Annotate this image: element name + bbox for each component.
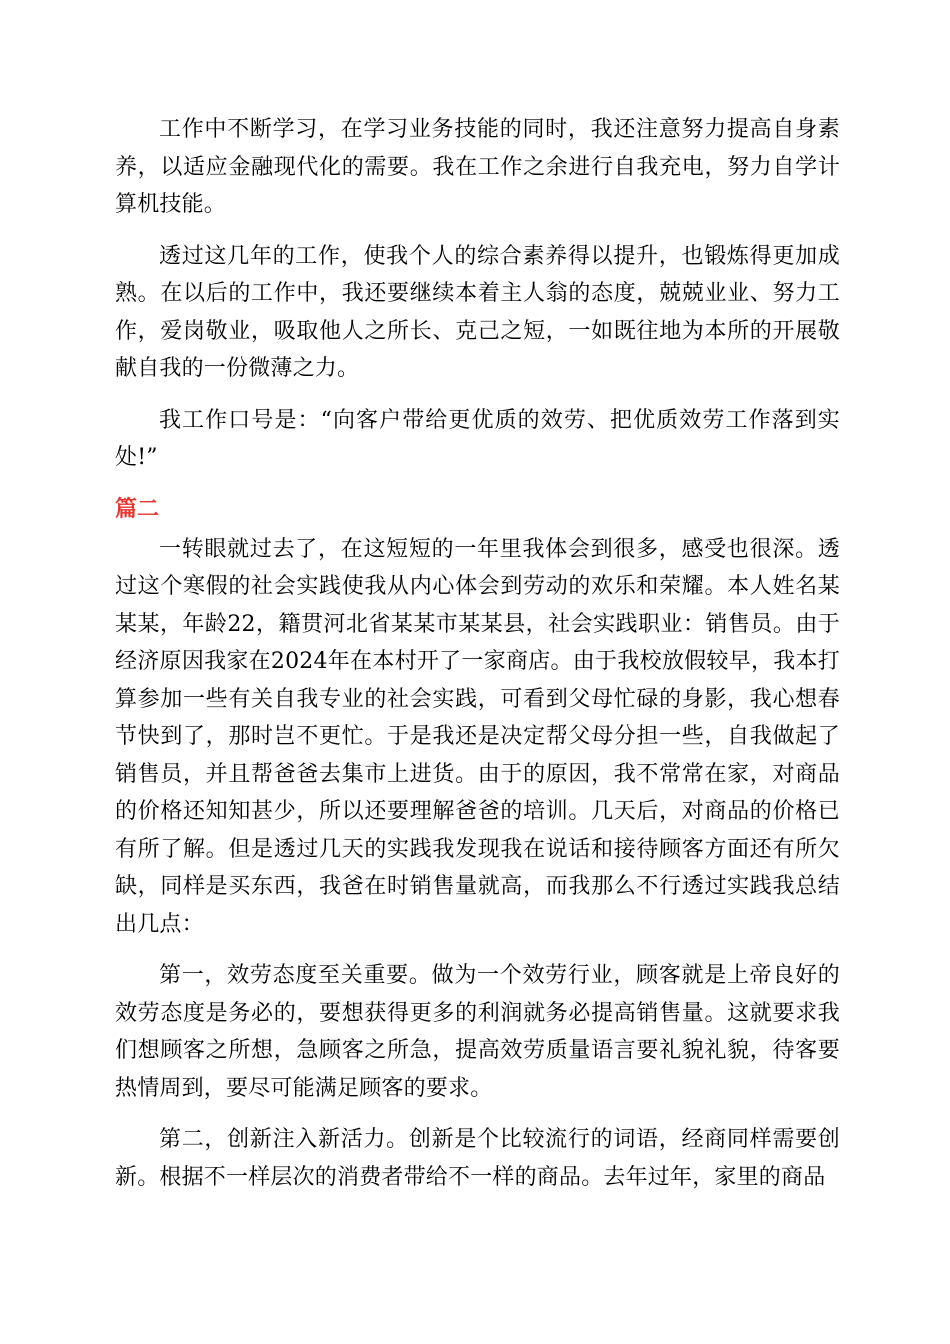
- paragraph-slogan: 我工作口号是：“向客户带给更优质的效劳、把优质效劳工作落到实处!”: [115, 407, 840, 470]
- paragraph-spacer: [115, 224, 840, 238]
- paragraph-self-study: 工作中不断学习，在学习业务技能的同时，我还注意努力提高自身素养，以适应金融现代化的需要。我在工作之余进行自我充电，努力自学计算机技能。: [115, 117, 840, 217]
- paragraph-spacer: [115, 388, 840, 402]
- paragraph-practice-intro: 一转眼就过去了，在这短短的一年里我体会到很多，感受也很深。透过这个寒假的社会实践使我从内心体会到劳动的欢乐和荣耀。本人姓名某某某，年龄22，籍贯河北省某某市某某县，社会实践职业：销售员。由于经济原因我家在2024年在本村开了一家商店。由于我校放假较早，我本打算参加一些有关自我专业的社会实践，可看到父母忙碌的身影，我心想春节快到了，那时岂不更忙。于是我还是决定帮父母分担一些，自我做起了销售员，并且帮爸爸去集市上进货。由于的原因，我不常常在家，对商品的价格还知知甚少，所以还要理解爸爸的培训。几天后，对商品的价格已有所了解。但是透过几天的实践我发现我在说话和接待顾客方面还有所欠缺，同样是买东西，我爸在时销售量就高，而我那么不行透过实践我总结出几点：: [115, 536, 840, 937]
- paragraph-point-two: 第二，创新注入新活力。创新是个比较流行的词语，经商同样需要创新。根据不一样层次的消费者带给不一样的商品。去年过年，家里的商品: [115, 1127, 840, 1190]
- paragraph-spacer: [115, 477, 840, 491]
- paragraph-spacer: [115, 943, 840, 957]
- paragraph-point-one: 第一，效劳态度至关重要。做为一个效劳行业，顾客就是上帝良好的效劳态度是务必的，要想获得更多的利润就务必提高销售量。这就要求我们想顾客之所想，急顾客之所急，提高效劳质量语言要礼貌礼貌，待客要热情周到，要尽可能满足顾客的要求。: [115, 963, 840, 1101]
- section-heading: 篇二: [115, 495, 160, 522]
- paragraph-spacer: [115, 1107, 840, 1121]
- paragraph-growth: 透过这几年的工作，使我个人的综合素养得以提升，也锻炼得更加成熟。在以后的工作中，我还要继续本着主人翁的态度，兢兢业业、努力工作，爱岗敬业，吸取他人之所长、克己之短，一如既往地为本所的开展敬献自我的一份微薄之力。: [115, 243, 840, 381]
